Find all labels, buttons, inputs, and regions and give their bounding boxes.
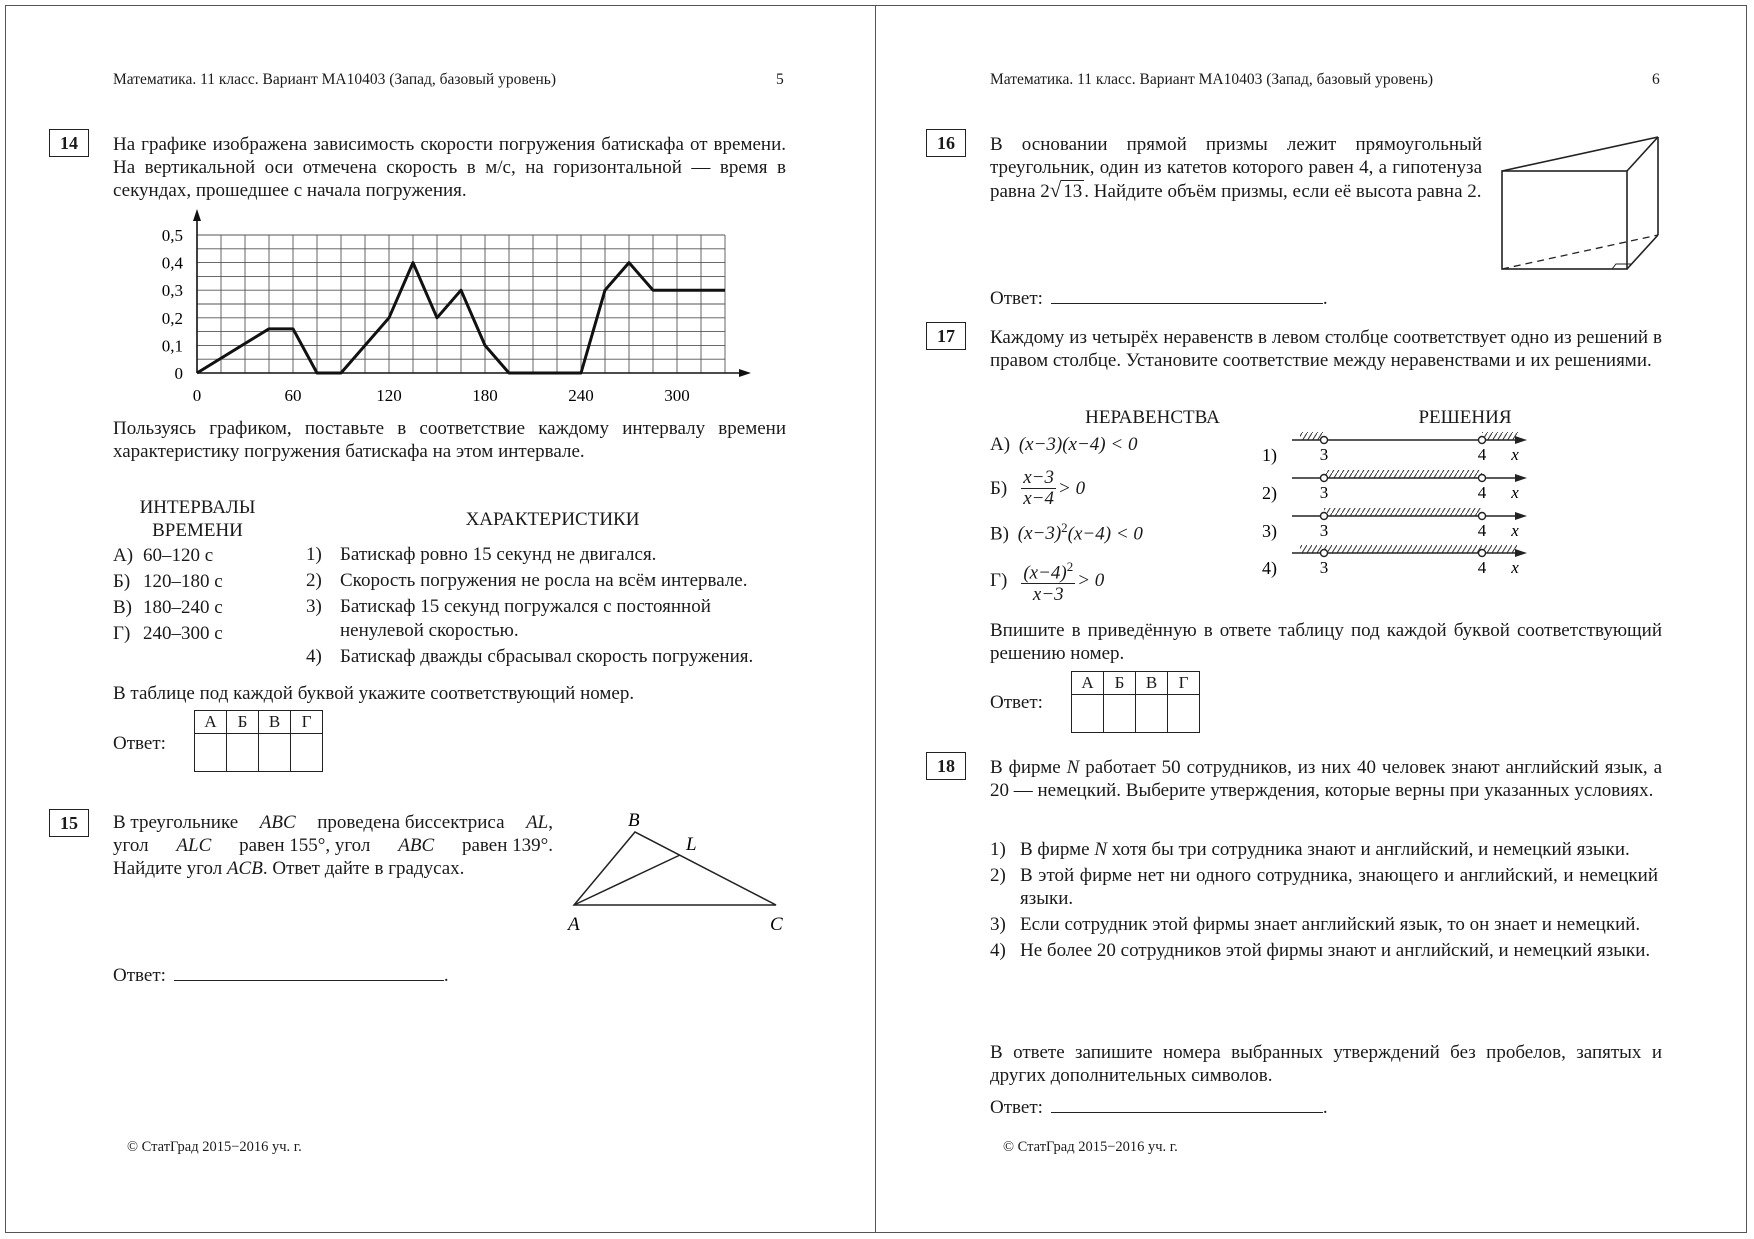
answer-cell-v[interactable] [1136, 695, 1168, 733]
table-header-a: А [195, 711, 227, 734]
x-axis-arrow [739, 369, 751, 377]
characteristic-4: 4) Батискаф дважды сбрасывал скорость погружения. [306, 646, 754, 667]
prism-top-edge-left [1502, 137, 1658, 171]
chart-grid [197, 235, 725, 373]
answer-cell-a[interactable] [195, 734, 227, 772]
tick-4-label: 4 [1477, 558, 1487, 577]
question-14-answer-table [194, 710, 323, 772]
solution-4-line [1262, 545, 1527, 579]
statement-4: 4) Не более 20 сотрудников этой фирмы знают и английский, и немецкий языки. [990, 940, 1651, 961]
question-14-number: 14 [49, 129, 89, 157]
solution-number-label: 1) [1262, 445, 1277, 465]
axis-x-label: x [1511, 445, 1519, 464]
characteristic-3: 3) Батискаф 15 секунд погружался с постоянной ненулевой скоростью. [306, 596, 711, 641]
question-14-table-instruction: В таблице под каждой буквой укажите соответствующий номер. [113, 683, 635, 704]
characteristic-1: 1) Батискаф ровно 15 секунд не двигался. [306, 544, 657, 565]
inequality-b: Б) x−3 x−4 > 0 [990, 467, 1086, 509]
intervals-heading-line1: ИНТЕРВАЛЫ [139, 497, 256, 518]
point-4 [1479, 475, 1486, 482]
question-15-answer: Ответ: . [113, 962, 449, 987]
solutions-number-lines [1262, 425, 1532, 585]
prism-figure [1495, 130, 1670, 275]
axis-arrow [1515, 512, 1527, 520]
question-17-number: 17 [926, 322, 966, 350]
question-17-text: Каждому из четырёх неравенств в левом столбце соответствует одно из решений в правом столбце. Установите соответствие между неравенствами и их решениями. [990, 327, 1662, 371]
question-16-number: 16 [926, 129, 966, 157]
intervals-list [113, 543, 273, 647]
point-4 [1479, 550, 1486, 557]
answer-cell-b[interactable] [227, 734, 259, 772]
table-header-b: Б [1104, 672, 1136, 695]
tick-4-label: 4 [1477, 483, 1487, 502]
solution-hatch [1324, 545, 1482, 553]
point-3 [1321, 513, 1328, 520]
question-17-answer-table [1071, 671, 1200, 733]
question-17-answer-label: Ответ: [990, 692, 1043, 713]
question-15-text [113, 811, 553, 880]
point-3 [1321, 437, 1328, 444]
point-l-label: L [686, 834, 697, 855]
solution-2-line [1262, 470, 1527, 504]
question-18-text: В фирме N работает 50 сотрудников, из них 40 человек знают английский язык, а 20 — немецкий. Выберите утверждения, которые верны при указанных условиях. [990, 757, 1663, 801]
dive-speed-chart [135, 205, 755, 405]
solutions-heading: РЕШЕНИЯ [1418, 407, 1512, 428]
y-tick-label: 0,3 [161, 281, 183, 301]
prism-front-face [1502, 171, 1627, 269]
question-14-answer-label: Ответ: [113, 733, 166, 754]
x-tick-label: 0 [192, 386, 202, 405]
question-16-answer: Ответ: . [990, 285, 1328, 310]
point-4 [1479, 437, 1486, 444]
solution-1-line [1262, 432, 1527, 466]
y-tick-label: 0,2 [161, 308, 183, 328]
characteristics-heading: ХАРАКТЕРИСТИКИ [465, 509, 640, 530]
tick-3-label: 3 [1319, 483, 1329, 502]
solution-hatch [1482, 432, 1518, 440]
characteristics-list [306, 543, 786, 669]
table-header-a: А [1072, 672, 1104, 695]
triangle-figure [560, 808, 790, 938]
left-header-title: Математика. 11 класс. Вариант МА10403 (Запад, базовый уровень) [113, 71, 556, 88]
vertex-c-label: C [770, 914, 783, 935]
tick-3-label: 3 [1319, 445, 1329, 464]
solution-number-label: 3) [1262, 521, 1277, 541]
inequality-a: А) (x−3)(x−4) < 0 [990, 434, 1138, 455]
tick-3-label: 3 [1319, 558, 1329, 577]
y-tick-label: 0 [174, 364, 183, 383]
answer-cell-g[interactable] [291, 734, 323, 772]
axis-arrow [1515, 436, 1527, 444]
point-3 [1321, 475, 1328, 482]
y-tick-label: 0,4 [161, 253, 183, 273]
left-page-number: 5 [776, 71, 784, 88]
table-header-g: Г [1168, 672, 1200, 695]
statement-1: 1) В фирме N хотя бы три сотрудника знают и английский, и немецкий языки. [990, 839, 1630, 860]
table-header-v: В [1136, 672, 1168, 695]
axis-x-label: x [1511, 521, 1519, 540]
question-18-number: 18 [926, 752, 966, 780]
inequalities-heading: НЕРАВЕНСТВА [1085, 407, 1220, 428]
point-4 [1479, 513, 1486, 520]
answer-cell-b[interactable] [1104, 695, 1136, 733]
question-14-instruction: Пользуясь графиком, поставьте в соответствие каждому интервалу времени характеристику погружения батискафа на этом интервале. [113, 418, 786, 462]
question-17-instruction: Впишите в приведённую в ответе таблицу под каждой буквой соответствующий решению номер. [990, 620, 1662, 664]
question-16-answer-line[interactable] [1051, 285, 1323, 304]
table-header-v: В [259, 711, 291, 734]
x-tick-label: 180 [472, 386, 498, 405]
solution-hatch [1324, 508, 1482, 516]
table-header-b: Б [227, 711, 259, 734]
question-18-answer-line[interactable] [1051, 1094, 1323, 1113]
axis-x-label: x [1511, 558, 1519, 577]
axis-arrow [1515, 549, 1527, 557]
prism-hidden-edge [1502, 235, 1658, 269]
x-tick-label: 60 [284, 386, 302, 405]
bisector-al [574, 855, 680, 905]
inequality-v: В) $(x-3)^2(x-4) < 0$ [990, 520, 1143, 545]
question-15-line-3: Найдите угол ACB. Ответ дайте в градусах. [113, 858, 465, 879]
chart-tick-labels [162, 226, 690, 405]
tick-4-label: 4 [1477, 521, 1487, 540]
tick-3-label: 3 [1319, 521, 1329, 540]
intervals-heading [115, 496, 280, 542]
vertex-b-label: B [628, 810, 640, 831]
question-15-line-1: В треугольнике ABC проведена биссектриса AL, [113, 812, 553, 833]
statement-3: 3) Если сотрудник этой фирмы знает английский язык, то он знает и немецкий. [990, 914, 1641, 935]
solution-hatch [1324, 470, 1482, 478]
question-15-number: 15 [49, 809, 89, 837]
question-18-statements [990, 838, 1658, 962]
question-18-answer: Ответ: . [990, 1094, 1328, 1119]
vertex-a-label: A [568, 914, 580, 935]
solution-hatch [1482, 545, 1518, 553]
answer-cell-g[interactable] [1168, 695, 1200, 733]
y-axis-arrow [193, 209, 201, 221]
intervals-heading-line2: ВРЕМЕНИ [152, 520, 243, 541]
point-3 [1321, 550, 1328, 557]
triangle-abc [574, 832, 776, 905]
solution-number-label: 2) [1262, 483, 1277, 503]
x-tick-label: 240 [568, 386, 594, 405]
tick-4-label: 4 [1477, 445, 1487, 464]
characteristic-2: 2) Скорость погружения не росла на всём интервале. [306, 570, 748, 591]
x-tick-label: 300 [664, 386, 690, 405]
answer-cell-v[interactable] [259, 734, 291, 772]
inequality-g: Г) $(x-4)^2$ x−3 > 0 [990, 556, 1104, 605]
question-14-text: На графике изображена зависимость скорости погружения батискафа от времени. На вертикальной оси отмечена скорость в м/с, на горизонтальной — время в секундах, прошедшее с начала погружения. [113, 134, 786, 201]
right-page-number: 6 [1652, 71, 1660, 88]
right-header-title: Математика. 11 класс. Вариант МА10403 (Запад, базовый уровень) [990, 71, 1433, 88]
axis-arrow [1515, 474, 1527, 482]
y-tick-label: 0,5 [161, 226, 183, 245]
y-tick-label: 0,1 [161, 336, 183, 356]
interval-v: В) 180–240 с [113, 597, 223, 618]
answer-cell-a[interactable] [1072, 695, 1104, 733]
interval-g: Г) 240–300 с [113, 623, 223, 644]
interval-a: А) 60–120 с [113, 545, 214, 566]
page-divider [875, 5, 876, 1233]
chart-axes [193, 209, 751, 377]
x-tick-label: 120 [376, 386, 402, 405]
interval-b: Б) 120–180 с [113, 571, 223, 592]
solution-number-label: 4) [1262, 558, 1277, 578]
axis-x-label: x [1511, 483, 1519, 502]
question-15-line-2: угол ALC равен 155°, угол ABC равен 139°. [113, 835, 553, 856]
solution-3-line [1262, 508, 1527, 542]
question-15-answer-line[interactable] [174, 962, 444, 981]
question-18-instruction: В ответе запишите номера выбранных утверждений без пробелов, запятых и других дополнительных символов. [990, 1042, 1662, 1086]
left-footer: © СтатГрад 2015−2016 уч. г. [127, 1139, 302, 1155]
statement-2: 2) В этой фирме нет ни одного сотрудника, знающего и английский, и немецкий языки. [990, 865, 1658, 909]
question-16-text: В основании прямой призмы лежит прямоугольный треугольник, один из катетов которого равен 4, а гипотенуза равна 2√ 13 . Найдите объём призмы, если её высота равна 2. [990, 134, 1482, 202]
right-footer: © СтатГрад 2015−2016 уч. г. [1003, 1139, 1178, 1155]
table-header-g: Г [291, 711, 323, 734]
